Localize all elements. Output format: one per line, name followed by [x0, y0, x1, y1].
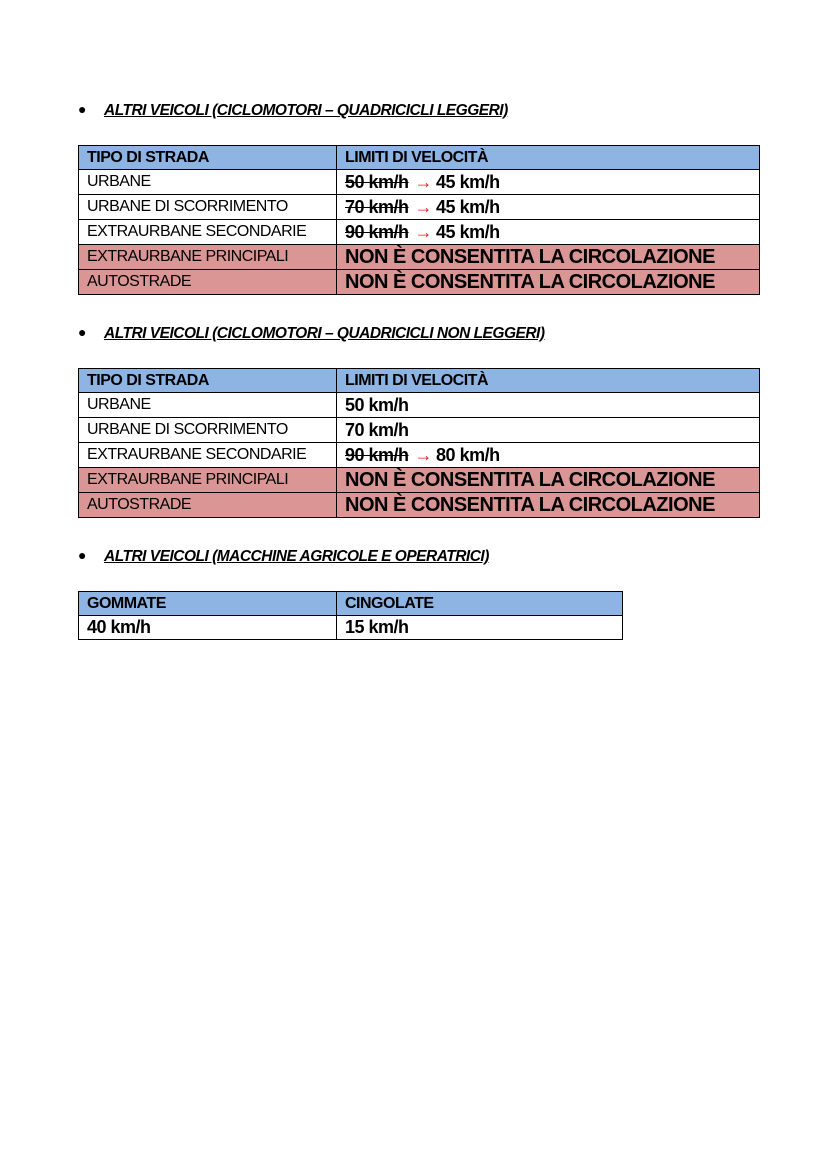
- road-type-cell: EXTRAURBANE PRINCIPALI: [79, 468, 337, 493]
- new-limit: 45 km/h: [436, 221, 500, 242]
- header-road-type: TIPO DI STRADA: [79, 146, 337, 170]
- no-circulation-cell: NON È CONSENTITA LA CIRCOLAZIONE: [337, 493, 760, 518]
- speed-limit-cell: 50 km/h: [337, 393, 760, 418]
- speed-limit-cell: [337, 443, 760, 468]
- header-wheeled: GOMMATE: [79, 592, 337, 616]
- road-type-cell: EXTRAURBANE SECONDARIE: [79, 220, 337, 245]
- speed-table-agricultural-machines: [78, 591, 623, 640]
- table-row-forbidden: [79, 468, 760, 493]
- table-row: [79, 616, 623, 640]
- old-limit: 70 km/h: [345, 196, 409, 217]
- arrow-right-icon: →: [414, 171, 433, 192]
- road-type-cell: URBANE DI SCORRIMENTO: [79, 195, 337, 220]
- table-row: [79, 195, 760, 220]
- road-type-cell: EXTRAURBANE SECONDARIE: [79, 443, 337, 468]
- arrow-right-icon: →: [414, 196, 433, 217]
- arrow-right-icon: →: [414, 444, 433, 465]
- table-row: [79, 220, 760, 245]
- road-type-cell: EXTRAURBANE PRINCIPALI: [79, 245, 337, 270]
- speed-table-light-quadricycles: [78, 145, 760, 295]
- road-type-cell: URBANE: [79, 393, 337, 418]
- section-heading-heavy-quadricycles: ● ALTRI VEICOLI (CICLOMOTORI – QUADRICICLI NON LEGGERI): [78, 324, 545, 342]
- road-type-cell: URBANE DI SCORRIMENTO: [79, 418, 337, 443]
- header-speed-limits: LIMITI DI VELOCITÀ: [337, 369, 760, 393]
- old-limit: 90 km/h: [345, 444, 409, 465]
- no-circulation-cell: NON È CONSENTITA LA CIRCOLAZIONE: [337, 245, 760, 270]
- section-heading-agricultural-machines: ● ALTRI VEICOLI (MACCHINE AGRICOLE E OPERATRICI): [78, 547, 489, 565]
- speed-limit-cell: 70 km/h: [337, 418, 760, 443]
- table-row: [79, 418, 760, 443]
- no-circulation-cell: NON È CONSENTITA LA CIRCOLAZIONE: [337, 468, 760, 493]
- speed-limit-cell: [337, 170, 760, 195]
- no-circulation-cell: NON È CONSENTITA LA CIRCOLAZIONE: [337, 270, 760, 295]
- arrow-right-icon: →: [414, 221, 433, 242]
- old-limit: 50 km/h: [345, 171, 409, 192]
- table-header-row: [79, 146, 760, 170]
- old-limit: 90 km/h: [345, 221, 409, 242]
- table-row-forbidden: [79, 270, 760, 295]
- table-header-row: [79, 592, 623, 616]
- road-type-cell: AUTOSTRADE: [79, 493, 337, 518]
- table-row: [79, 443, 760, 468]
- table-row: [79, 393, 760, 418]
- section-heading-light-quadricycles: ● ALTRI VEICOLI (CICLOMOTORI – QUADRICICLI LEGGERI): [78, 101, 508, 119]
- new-limit: 45 km/h: [436, 196, 500, 217]
- speed-limit-cell: [337, 220, 760, 245]
- speed-table-heavy-quadricycles: [78, 368, 760, 518]
- speed-limit-cell: [337, 195, 760, 220]
- road-type-cell: AUTOSTRADE: [79, 270, 337, 295]
- wheeled-limit-cell: 40 km/h: [79, 616, 337, 640]
- bullet-icon: ●: [78, 547, 86, 563]
- table-row-forbidden: [79, 245, 760, 270]
- table-row: [79, 170, 760, 195]
- bullet-icon: ●: [78, 324, 86, 340]
- table-row-forbidden: [79, 493, 760, 518]
- new-limit: 80 km/h: [436, 444, 500, 465]
- road-type-cell: URBANE: [79, 170, 337, 195]
- tracked-limit-cell: 15 km/h: [337, 616, 623, 640]
- bullet-icon: ●: [78, 101, 86, 117]
- table-header-row: [79, 369, 760, 393]
- new-limit: 45 km/h: [436, 171, 500, 192]
- header-tracked: CINGOLATE: [337, 592, 623, 616]
- header-speed-limits: LIMITI DI VELOCITÀ: [337, 146, 760, 170]
- header-road-type: TIPO DI STRADA: [79, 369, 337, 393]
